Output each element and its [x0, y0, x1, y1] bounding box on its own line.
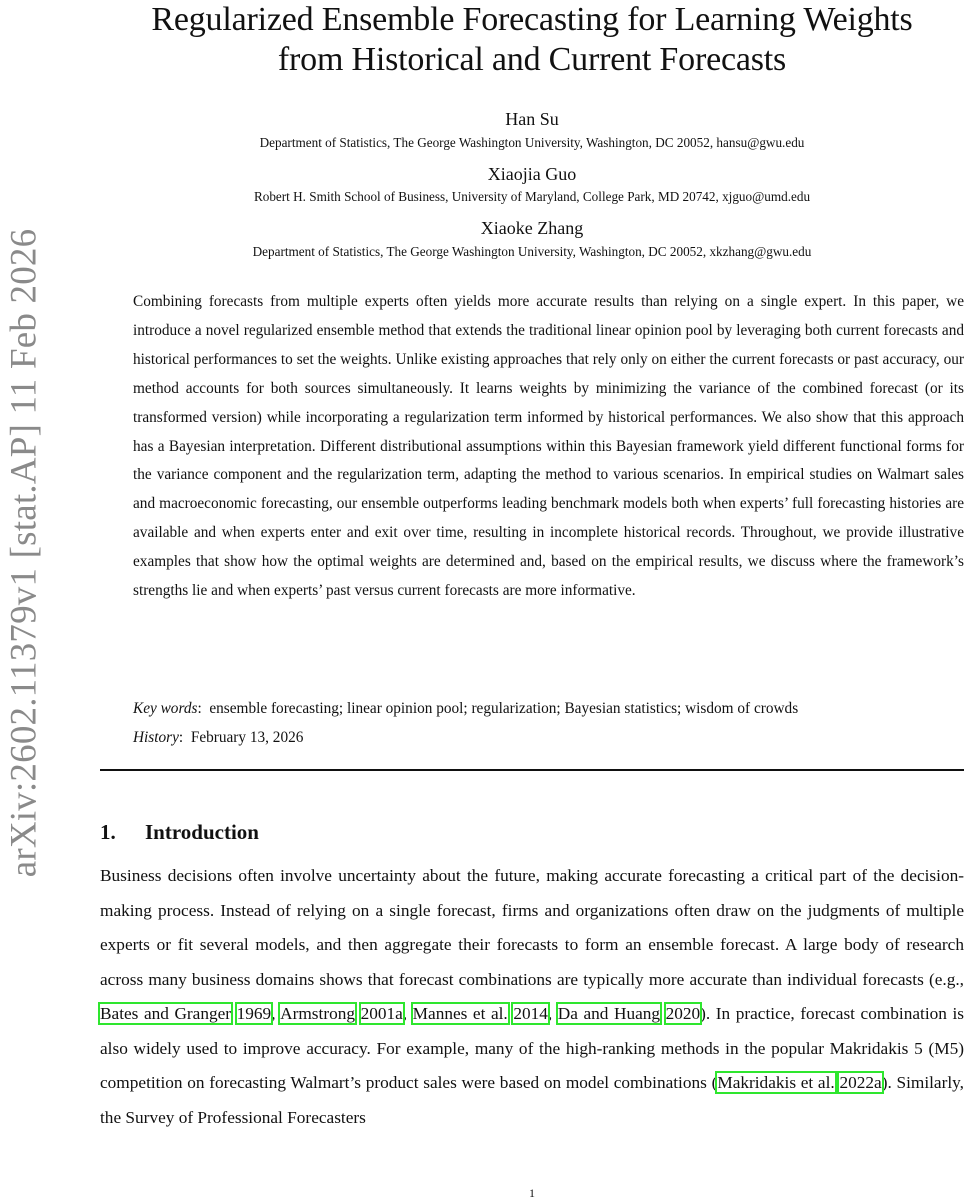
abstract: Combining forecasts from multiple experts often yields more accurate results than relying on a single expert. In this paper, we introduce a novel regularized ensemble method that extends the traditional linear opinion pool by leveraging both current forecasts and historical performances to set the weights. Unlike existing approaches that rely only on either the current forecasts or past accuracy, our method accounts for both sources simultaneously. It learns weights by minimizing the variance of the combined forecast (or its transformed version) while incorporating a regularization term informed by historical performances. We also show that this approach has a Bayesian interpretation. Different distributional assumptions within this Bayesian framework yield different functional forms for the variance component and the regularization term, adapting the method to various scenarios. In empirical studies on Walmart sales and macroeconomic forecasting, our ensemble outperforms leading benchmark models both when experts’ full forecasting histories are available and when experts enter and exit over time, resulting in incomplete historical records. Throughout, we provide illustrative examples that show how the optimal weights are determined and, based on the empirical results, we discuss where the framework’s strengths lie and when experts’ past versus current forecasts are more informative.: [133, 293, 964, 600]
keywords-value: ensemble forecasting; linear opinion pool; regularization; Bayesian statistics; wisdom of crowds: [209, 700, 799, 717]
page-number: 1: [529, 1186, 535, 1200]
author-affiliation: Department of Statistics, The George Washington University, Washington, DC 20052, hansu@gwu.edu: [259, 135, 805, 150]
citation-link[interactable]: Makridakis et al.: [717, 1073, 835, 1092]
history-value: February 13, 2026: [190, 729, 304, 746]
title-line-1: Regularized Ensemble Forecasting for Learning Weights: [151, 1, 913, 38]
author-name: Xiaojia Guo: [487, 164, 577, 184]
separator: ,: [547, 1004, 558, 1023]
citation-year-link[interactable]: 2020: [665, 1004, 701, 1023]
citation-year-link[interactable]: 1969: [236, 1004, 272, 1023]
intro-text: ). Similarly, the Survey of Professional Forecasters: [100, 1073, 964, 1127]
author-name: Xiaoke Zhang: [480, 218, 584, 238]
title-line-2: from Historical and Current Forecasts: [277, 41, 787, 78]
paper-title: [100, 0, 964, 80]
author-affiliation: Department of Statistics, The George Washington University, Washington, DC 20052, xkzhang@gwu.edu: [252, 244, 812, 259]
arxiv-stamp-text: arXiv:2602.11379v1 [stat.AP] 11 Feb 2026: [3, 228, 45, 878]
citation-year-link[interactable]: 2014: [513, 1004, 548, 1023]
citation-link[interactable]: Armstrong: [280, 1004, 355, 1023]
arxiv-stamp: [4, 220, 44, 886]
intro-paragraph: [100, 859, 964, 1135]
separator: ,: [271, 1004, 281, 1023]
separator: ,: [402, 1004, 413, 1023]
citation-year-link[interactable]: 2022a: [839, 1073, 882, 1092]
section-heading: [100, 820, 259, 845]
divider-rule: [100, 769, 964, 771]
author-name: Han Su: [505, 109, 559, 129]
history-label: History: [133, 729, 179, 746]
citation-link[interactable]: Da and Huang: [557, 1004, 661, 1023]
citation-link[interactable]: Bates and Granger: [100, 1004, 232, 1023]
keywords: Key words: ensemble forecasting; linear opinion pool; regularization; Bayesian statistics; wisdom of crowds: [133, 700, 799, 717]
history: History: February 13, 2026: [133, 729, 304, 746]
section-number: 1.: [100, 820, 116, 844]
author-affiliation: Robert H. Smith School of Business, University of Maryland, College Park, MD 20742, xjguo@umd.edu: [253, 189, 811, 204]
citation-year-link[interactable]: 2001a: [360, 1004, 403, 1023]
intro-text: Business decisions often involve uncertainty about the future, making accurate forecasting a critical part of the decision-making process. Instead of relying on a single forecast, firms and organizations often draw on the judgments of multiple experts or fit several models, and then aggregate their forecasts to form an ensemble forecast. A large body of research across many business domains shows that forecast combinations are typically more accurate than individual forecasts (e.g.,: [100, 866, 964, 989]
intro-text: ). In practice, forecast combination is also widely used to improve accuracy. For example, many of the high-ranking methods in the popular Makridakis 5 (M5) competition on forecasting Walmart’s product sales were based on model combinations (: [100, 1004, 964, 1092]
keywords-label: Key words: [133, 700, 198, 717]
citation-link[interactable]: Mannes et al.: [412, 1004, 508, 1023]
section-title: Introduction: [145, 820, 259, 844]
